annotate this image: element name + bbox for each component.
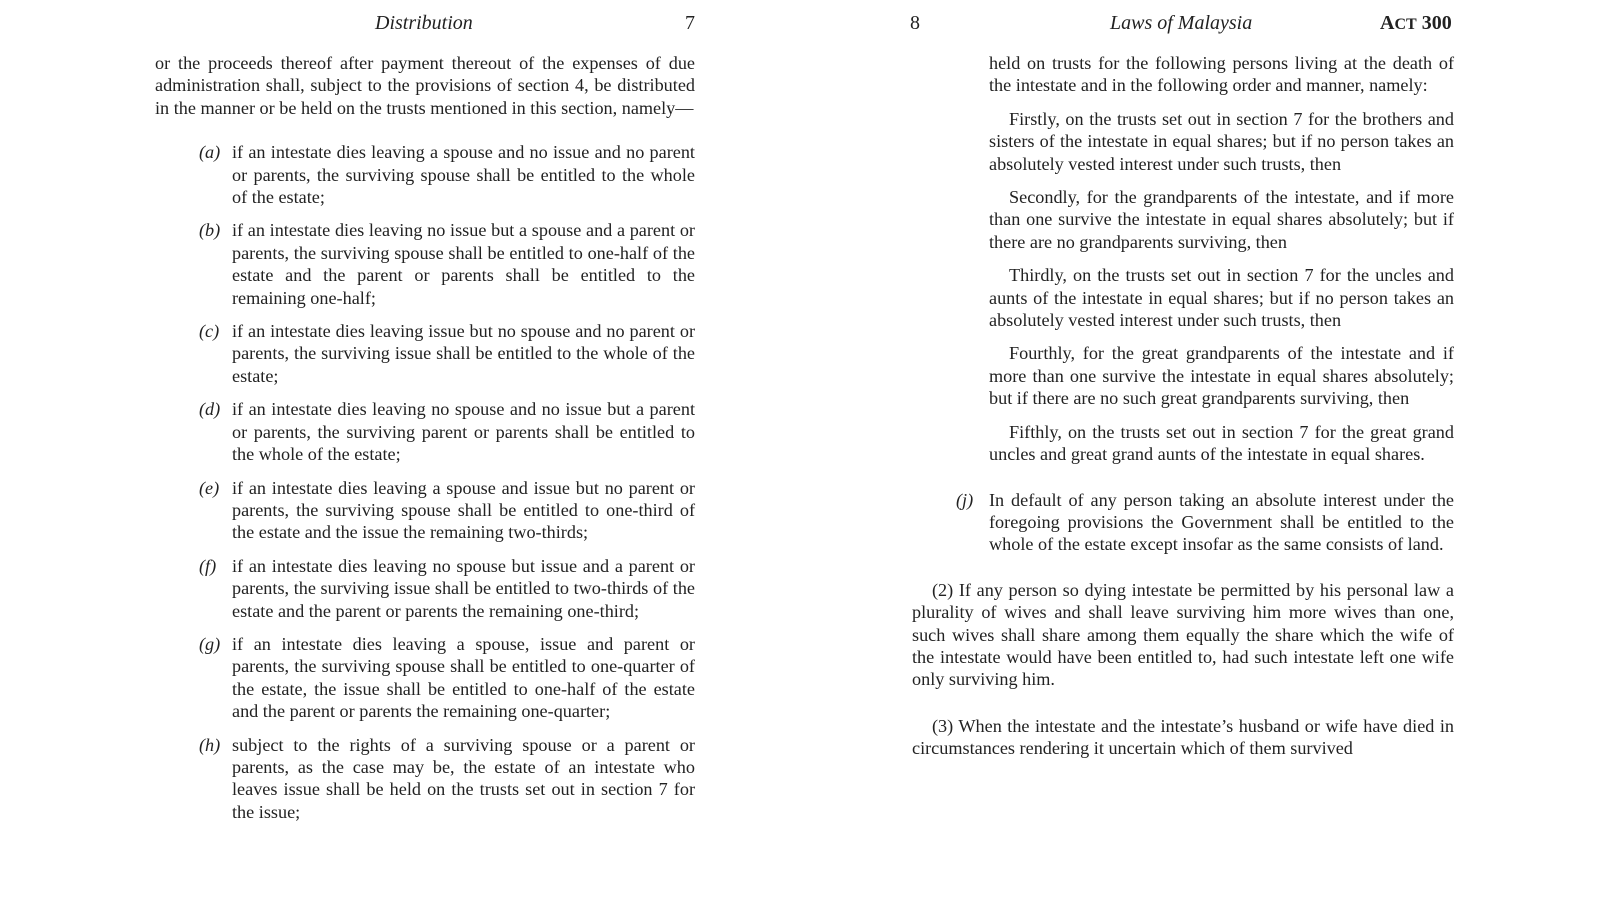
list-item-h <box>155 734 695 824</box>
order-paragraph-fifthly: Fifthly, on the trusts set out in section 7 for the great grand uncles and great grand aunts of the intestate in equal shares. <box>989 421 1454 465</box>
item-text: if an intestate dies leaving no issue but a spouse and a parent or parents, the surviving spouse shall be entitled to one-half of the estate and the parent or parents shall be entitled to the remaining one-half; <box>232 220 695 308</box>
intro-paragraph: or the proceeds thereof after payment thereout of the expenses of due administration shall, subject to the provisions of section 4, be distributed in the manner or be held on the trusts mentioned in this section, namely— <box>155 53 695 118</box>
page-number: 8 <box>910 12 920 34</box>
item-text: if an intestate dies leaving issue but no spouse and no parent or parents, the surviving issue shall be entitled to the whole of the estate; <box>232 321 695 386</box>
right-text-column <box>912 52 1454 772</box>
item-label: (a) <box>199 142 221 163</box>
item-text: In default of any person taking an absolute interest under the foregoing provisions the Government shall be entitled to the whole of the estate except insofar as the same consists of land. <box>989 489 1454 555</box>
item-label: (f) <box>199 555 217 576</box>
subsection-2: (2) If any person so dying intestate be permitted by his personal law a plurality of wives and shall leave surviving him more wives than one, such wives shall share among them equally the share which the wife of the intestate would have been entitled to, had such intestate left one wife only surviving him. <box>912 579 1454 690</box>
order-paragraph-firstly: Firstly, on the trusts set out in section 7 for the brothers and sisters of the intestate in equal shares; but if no person takes an absolutely vested interest under such trusts, then <box>989 108 1454 174</box>
act-label <box>1380 10 1452 38</box>
act-number: 300 <box>1416 12 1452 34</box>
intro-paragraph: held on trusts for the following persons living at the death of the intestate and in the following order and manner, namely: <box>989 53 1454 96</box>
list-item-d <box>155 398 695 465</box>
item-label: (h) <box>199 734 221 755</box>
running-header-title: Distribution <box>375 12 473 34</box>
act-label-rest: CT <box>1394 16 1417 33</box>
item-text: if an intestate dies leaving a spouse and issue but no parent or parents, the surviving spouse shall be entitled to one-third of the estate and the issue the remaining two-thirds; <box>232 477 695 543</box>
item-text: if an intestate dies leaving a spouse, issue and parent or parents, the surviving spouse shall be entitled to one-quarter of the estate, the issue shall be entitled to one-half of the estate and the parent or parents the remaining one-quarter; <box>232 633 695 722</box>
running-header-title: Laws of Malaysia <box>1110 12 1253 34</box>
item-text: if an intestate dies leaving a spouse and no issue and no parent or parents, the surviving spouse shall be entitled to the whole of the estate; <box>232 142 695 208</box>
item-label: (c) <box>199 321 220 342</box>
item-text: if an intestate dies leaving no spouse and no issue but a parent or parents, the surviving parent or parents shall be entitled to the whole of the estate; <box>232 399 695 465</box>
list-item-a <box>155 141 695 208</box>
list-item-b <box>155 219 695 309</box>
item-label: (d) <box>199 399 221 420</box>
item-label: (b) <box>199 220 221 241</box>
list-item-e <box>155 477 695 544</box>
list-item-c <box>155 320 695 387</box>
left-text-column <box>155 52 695 834</box>
item-text: subject to the rights of a surviving spouse or a parent or parents, as the case may be, the estate of an intestate who leaves issue shall be held on the trusts set out in section 7 for the issue; <box>232 734 695 822</box>
list-item-f <box>155 555 695 622</box>
item-label: (g) <box>199 633 221 654</box>
order-paragraph-secondly: Secondly, for the grandparents of the intestate, and if more than one survive the intestate in equal shares absolutely; but if there are no grandparents surviving, then <box>989 187 1454 252</box>
item-label: (j) <box>956 489 974 510</box>
page-number: 7 <box>685 12 695 34</box>
order-paragraph-thirdly: Thirdly, on the trusts set out in section 7 for the uncles and aunts of the intestate in equal shares; but if no person takes an absolutely vested interest under such trusts, then <box>989 265 1454 331</box>
list-item-j <box>912 489 1454 556</box>
right-page <box>800 0 1600 900</box>
item-text: if an intestate dies leaving no spouse but issue and a parent or parents, the surviving issue shall be entitled to two-thirds of the estate and the parent or parents the remaining one-third; <box>232 555 695 621</box>
order-paragraph-fourthly: Fourthly, for the great grandparents of the intestate and if more than one survive the intestate in equal shares absolutely; but if there are no such great grandparents surviving, then <box>989 343 1454 409</box>
item-label: (e) <box>199 477 220 498</box>
list-item-g <box>155 633 695 723</box>
act-label-initial: A <box>1380 12 1395 34</box>
subsection-3: (3) When the intestate and the intestate’s husband or wife have died in circumstances rendering it uncertain which of them survived <box>912 715 1454 759</box>
